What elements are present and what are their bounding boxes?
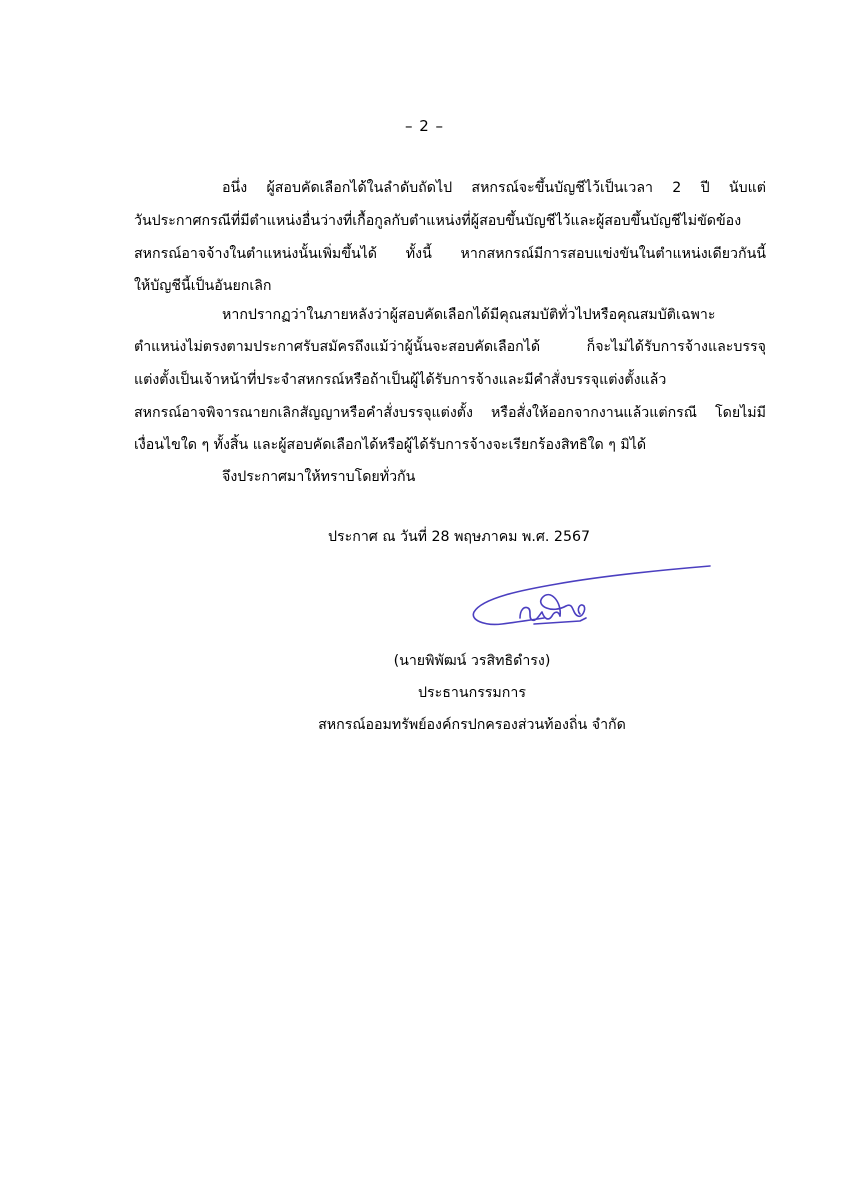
signatory-name: (นายพิพัฒน์ วรสิทธิดำรง)	[393, 653, 551, 669]
paragraph-1-line-2: วันประกาศกรณีที่มีตำแหน่งอื่นว่างที่เกื้อกูลกับตำแหน่งที่ผู้สอบขึ้นบัญชีไว้และผู้สอบขึ้นบัญชีไม่ขัดข้อง	[134, 213, 742, 229]
paragraph-2-line-3: แต่งตั้งเป็นเจ้าหน้าที่ประจำสหกรณ์หรือถ้าเป็นผู้ได้รับการจ้างและมีคำสั่งบรรจุแต่งตั้งแล้ว	[134, 372, 667, 388]
paragraph-1-line-1: อนึ่ง ผู้สอบคัดเลือกได้ในลำดับถัดไป สหกรณ์จะขึ้นบัญชีไว้เป็นเวลา 2 ปี นับแต่	[222, 180, 766, 196]
signature-stroke	[473, 566, 710, 624]
paragraph-2-line-5: เงื่อนไขใด ๆ ทั้งสิ้น และผู้สอบคัดเลือกได้หรือผู้ได้รับการจ้างจะเรียกร้องสิทธิใด ๆ มิได้	[134, 437, 647, 453]
paragraph-2-line-4: สหกรณ์อาจพิจารณายกเลิกสัญญาหรือคำสั่งบรรจุแต่งตั้ง หรือสั่งให้ออกจากงานแล้วแต่กรณี โดยไม่มี	[134, 405, 766, 421]
signature-image	[462, 558, 718, 634]
closing-statement: จึงประกาศมาให้ทราบโดยทั่วกัน	[222, 469, 416, 485]
paragraph-1-line-3: สหกรณ์อาจจ้างในตำแหน่งนั้นเพิ่มขึ้นได้ ทั้งนี้ หากสหกรณ์มีการสอบแข่งขันในตำแหน่งเดียวกันนี้	[134, 246, 766, 262]
signature-stroke	[541, 595, 585, 617]
paragraph-2-line-2: ตำแหน่งไม่ตรงตามประกาศรับสมัครถึงแม้ว่าผู้นั้นจะสอบคัดเลือกได้ ก็จะไม่ได้รับการจ้างและบรรจุ	[134, 339, 766, 355]
announcement-date: ประกาศ ณ วันที่ 28 พฤษภาคม พ.ศ. 2567	[328, 529, 591, 545]
paragraph-1-line-4: ให้บัญชีนี้เป็นอันยกเลิก	[134, 278, 272, 294]
paragraph-2-line-1: หากปรากฏว่าในภายหลังว่าผู้สอบคัดเลือกได้มีคุณสมบัติทั่วไปหรือคุณสมบัติเฉพาะ	[222, 307, 716, 323]
page-number: – 2 –	[404, 117, 445, 135]
signatory-position: ประธานกรรมการ	[418, 685, 526, 701]
organization-name: สหกรณ์ออมทรัพย์องค์กรปกครองส่วนท้องถิ่น จำกัด	[318, 717, 626, 733]
